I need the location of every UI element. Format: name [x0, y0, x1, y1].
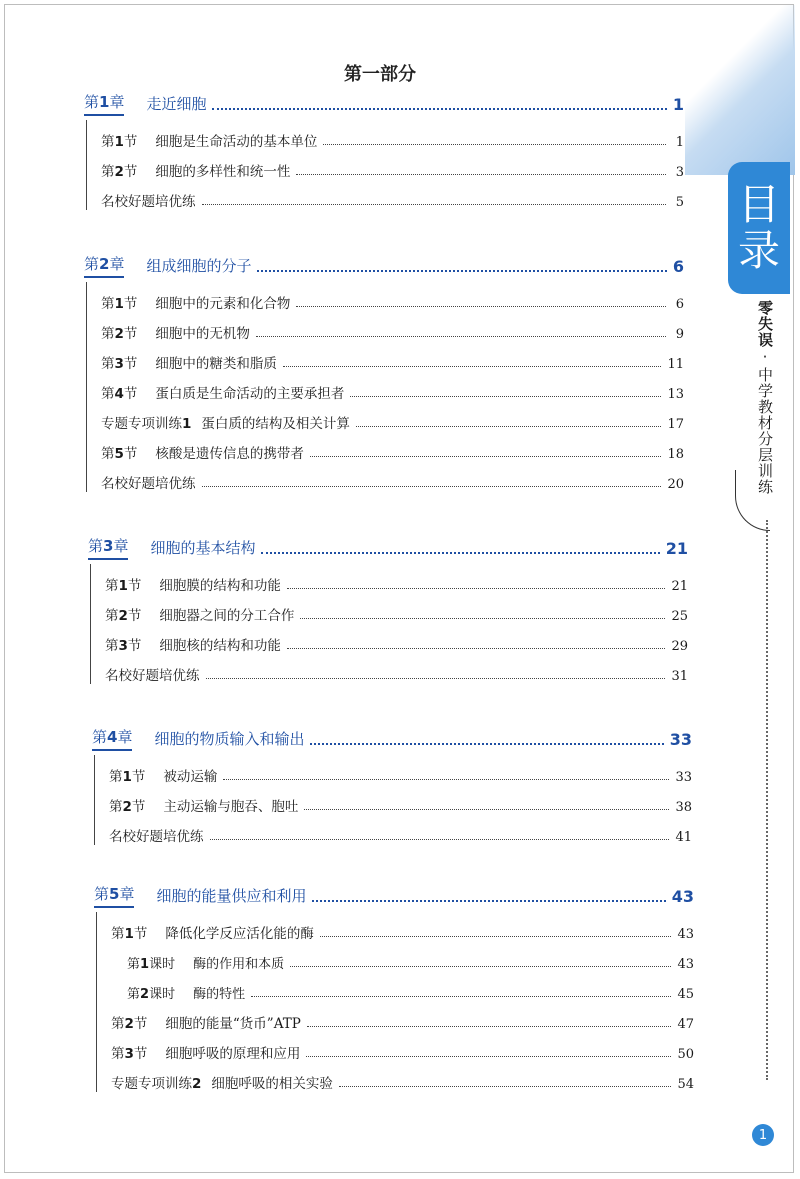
leader-dots [320, 936, 672, 937]
entry-number: 3 [118, 638, 128, 654]
chapter-label [84, 253, 124, 278]
entry-number: 1 [114, 296, 124, 312]
entry-number: 2 [122, 799, 132, 815]
entry-number: 1 [140, 957, 150, 972]
leader-dots [202, 486, 662, 487]
leader-dots [307, 1026, 672, 1027]
corner-decoration [685, 5, 795, 175]
series-separator: · [756, 348, 774, 367]
leader-dots [223, 779, 669, 780]
entry-label [111, 1072, 201, 1092]
entry-number: 1 [182, 416, 192, 432]
leader-dots [323, 144, 666, 145]
entry-title: 细胞器之间的分工合作 [159, 608, 295, 624]
chapter-label-prefix: 第 [88, 537, 104, 555]
chapter-page: 6 [672, 257, 684, 276]
entry-label [101, 442, 137, 462]
page-number-badge: 1 [752, 1124, 774, 1146]
entry-label [111, 1012, 147, 1032]
chapter-label-prefix: 第 [94, 885, 110, 903]
entry-page: 54 [677, 1077, 694, 1092]
entry-label-prefix: 第 [101, 296, 115, 312]
entry-label [105, 574, 141, 594]
entry-label-prefix: 第 [109, 769, 123, 785]
leader-dots [350, 396, 661, 397]
leader-dots [256, 336, 666, 337]
chapter-block [84, 92, 684, 210]
leader-dots [312, 900, 665, 902]
leader-dots [296, 174, 666, 175]
entry-page: 41 [675, 830, 692, 845]
chapter-label [94, 883, 134, 908]
toc-entry [109, 755, 692, 785]
entry-page: 29 [671, 639, 688, 654]
entry-label [101, 382, 137, 402]
chapter-label-prefix: 第 [84, 255, 100, 273]
entry-page: 1 [675, 135, 684, 150]
chapter-heading [92, 727, 692, 751]
toc-entry [101, 180, 684, 210]
leader-dots [210, 839, 670, 840]
chapter-number: 3 [103, 537, 114, 555]
toc-entry [111, 942, 694, 972]
entry-number: 2 [114, 164, 124, 180]
entry-page: 5 [675, 195, 684, 210]
entry-label-text: 专题专项训练 [111, 1076, 192, 1092]
entry-label-text: 专题专项训练 [101, 416, 182, 432]
entry-label-suffix: 节 [123, 296, 138, 312]
entry-label-prefix: 第 [101, 134, 115, 150]
chapter-label [84, 91, 124, 116]
chapter-block [92, 727, 692, 845]
entry-page: 33 [675, 770, 692, 785]
series-title: 中学教材分层训练 [756, 367, 774, 495]
leader-dots [287, 588, 666, 589]
entry-label [101, 160, 137, 180]
entry-label-suffix: 课时 [149, 987, 176, 1002]
toc-entry [101, 462, 684, 492]
toc-entry [109, 785, 692, 815]
entry-label-prefix: 第 [105, 578, 119, 594]
entry-label-suffix: 节 [131, 769, 146, 785]
leader-dots [310, 743, 663, 745]
entry-page: 3 [675, 165, 684, 180]
leader-dots [212, 108, 666, 110]
section-list [86, 120, 684, 210]
entry-title: 名校好题培优练 [101, 476, 196, 492]
toc-tab-char: 录 [737, 226, 780, 275]
leader-dots [356, 426, 662, 427]
entry-label-prefix: 第 [127, 957, 141, 972]
entry-label-suffix: 节 [123, 164, 138, 180]
chapter-block [88, 536, 688, 684]
chapter-label [92, 726, 132, 751]
entry-label-prefix: 第 [109, 799, 123, 815]
entry-number: 3 [114, 356, 124, 372]
chapter-title: 走近细胞 [146, 95, 207, 113]
toc-entry [111, 912, 694, 942]
entry-number: 2 [140, 987, 150, 1002]
entry-label-prefix: 第 [127, 987, 141, 1002]
chapter-label [88, 535, 128, 560]
leader-dots [261, 552, 659, 554]
entry-title: 名校好题培优练 [101, 194, 196, 210]
chapter-title: 细胞的物质输入和输出 [154, 730, 305, 748]
entry-page: 11 [667, 357, 684, 372]
chapter-heading [94, 884, 694, 908]
entry-label-suffix: 节 [133, 1016, 148, 1032]
chapter-number: 2 [99, 255, 110, 273]
leader-dots [339, 1086, 672, 1087]
entry-title: 核酸是遗传信息的携带者 [155, 446, 304, 462]
toc-entry [105, 624, 688, 654]
entry-number: 3 [124, 1046, 134, 1062]
toc-entry [101, 432, 684, 462]
chapter-title: 细胞的基本结构 [150, 539, 256, 557]
entry-title: 主动运输与胞吞、胞吐 [163, 799, 299, 815]
toc-entry [111, 1032, 694, 1062]
entry-label-suffix: 节 [127, 638, 142, 654]
entry-title: 细胞呼吸的相关实验 [211, 1076, 333, 1092]
section-list [86, 282, 684, 492]
entry-page: 45 [677, 987, 694, 1002]
entry-title: 细胞呼吸的原理和应用 [165, 1046, 301, 1062]
chapter-page: 33 [669, 730, 692, 749]
entry-number: 1 [118, 578, 128, 594]
chapter-label-suffix: 章 [119, 885, 135, 903]
toc-entry [111, 1062, 694, 1092]
entry-label [105, 604, 141, 624]
entry-title: 细胞是生命活动的基本单位 [155, 134, 318, 150]
entry-number: 2 [118, 608, 128, 624]
leader-dots [283, 366, 662, 367]
section-list [96, 912, 694, 1092]
entry-page: 6 [675, 297, 684, 312]
chapter-label-prefix: 第 [84, 93, 100, 111]
entry-page: 31 [671, 669, 688, 684]
leader-dots [251, 996, 671, 997]
toc-entry [101, 312, 684, 342]
chapter-title: 组成细胞的分子 [146, 257, 252, 275]
entry-page: 50 [677, 1047, 694, 1062]
entry-label-suffix: 节 [123, 356, 138, 372]
entry-label-suffix: 节 [127, 608, 142, 624]
entry-label [127, 953, 175, 972]
entry-label-suffix: 节 [123, 386, 138, 402]
entry-number: 1 [124, 926, 134, 942]
entry-label-suffix: 节 [131, 799, 146, 815]
leader-dots [306, 1056, 671, 1057]
entry-title: 细胞的能量“货币”ATP [165, 1016, 301, 1032]
entry-label-prefix: 第 [111, 1046, 125, 1062]
entry-label-suffix: 节 [133, 1046, 148, 1062]
entry-label-prefix: 第 [101, 164, 115, 180]
toc-entry [109, 815, 692, 845]
toc-tab [728, 162, 790, 294]
entry-title: 蛋白质的结构及相关计算 [201, 416, 350, 432]
chapter-number: 4 [107, 728, 118, 746]
entry-page: 20 [667, 477, 684, 492]
leader-dots [206, 678, 666, 679]
entry-label [109, 765, 145, 785]
leader-dots [310, 456, 662, 457]
entry-page: 18 [667, 447, 684, 462]
entry-title: 名校好题培优练 [105, 668, 200, 684]
entry-number: 4 [114, 386, 124, 402]
entry-label-suffix: 课时 [149, 957, 176, 972]
leader-dots [287, 648, 666, 649]
chapter-label-suffix: 章 [109, 93, 125, 111]
entry-title: 降低化学反应活化能的酶 [165, 926, 314, 942]
entry-number: 1 [114, 134, 124, 150]
entry-label-prefix: 第 [101, 386, 115, 402]
entry-page: 13 [667, 387, 684, 402]
entry-label-suffix: 节 [123, 134, 138, 150]
chapter-label-suffix: 章 [117, 728, 133, 746]
chapter-page: 43 [671, 887, 694, 906]
brand-name: 零失误 [756, 300, 774, 348]
chapter-label-suffix: 章 [109, 255, 125, 273]
chapter-label-suffix: 章 [113, 537, 129, 555]
entry-title: 名校好题培优练 [109, 829, 204, 845]
sidebar-dotted-line [766, 520, 768, 1080]
part-title: 第一部分 [344, 64, 416, 85]
entry-title: 被动运输 [163, 769, 218, 785]
entry-title: 细胞中的糖类和脂质 [155, 356, 277, 372]
chapter-block [94, 884, 694, 1092]
toc-entry [101, 120, 684, 150]
entry-page: 25 [671, 609, 688, 624]
entry-label-suffix: 节 [123, 326, 138, 342]
toc-entry [105, 654, 688, 684]
entry-label [127, 983, 175, 1002]
entry-label-prefix: 第 [101, 446, 115, 462]
series-name [740, 300, 776, 495]
toc-entry [111, 972, 694, 1002]
entry-label [101, 130, 137, 150]
section-list [94, 755, 692, 845]
entry-label-prefix: 第 [101, 326, 115, 342]
entry-page: 43 [677, 957, 694, 972]
leader-dots [296, 306, 666, 307]
leader-dots [300, 618, 665, 619]
entry-title: 细胞中的无机物 [155, 326, 250, 342]
entry-page: 43 [677, 927, 694, 942]
chapter-title: 细胞的能量供应和利用 [156, 887, 307, 905]
toc-tab-char: 目 [737, 179, 780, 229]
entry-title: 酶的作用和本质 [193, 957, 285, 972]
entry-label-suffix: 节 [123, 446, 138, 462]
entry-label [101, 322, 137, 342]
entry-number: 5 [114, 446, 124, 462]
entry-page: 21 [671, 579, 688, 594]
entry-label-prefix: 第 [111, 1016, 125, 1032]
entry-number: 2 [124, 1016, 134, 1032]
entry-title: 细胞中的元素和化合物 [155, 296, 291, 312]
entry-title: 细胞膜的结构和功能 [159, 578, 281, 594]
entry-label-prefix: 第 [111, 926, 125, 942]
chapter-label-prefix: 第 [92, 728, 108, 746]
entry-page: 47 [677, 1017, 694, 1032]
toc-entry [105, 594, 688, 624]
entry-label-suffix: 节 [127, 578, 142, 594]
entry-page: 17 [667, 417, 684, 432]
toc-entry [101, 372, 684, 402]
entry-title: 酶的特性 [193, 987, 246, 1002]
toc-entry [111, 1002, 694, 1032]
entry-label-prefix: 第 [101, 356, 115, 372]
toc-entry [101, 402, 684, 432]
chapter-heading [88, 536, 688, 560]
entry-title: 细胞核的结构和功能 [159, 638, 281, 654]
leader-dots [290, 966, 671, 967]
entry-label [101, 352, 137, 372]
entry-label [111, 1042, 147, 1062]
chapter-number: 1 [99, 93, 110, 111]
entry-number: 2 [114, 326, 124, 342]
entry-label-prefix: 第 [105, 638, 119, 654]
chapter-page: 21 [665, 539, 688, 558]
entry-page: 38 [675, 800, 692, 815]
toc-entry [105, 564, 688, 594]
leader-dots [257, 270, 666, 272]
entry-label [101, 412, 191, 432]
leader-dots [202, 204, 667, 205]
entry-page: 9 [675, 327, 684, 342]
chapter-heading [84, 254, 684, 278]
entry-label [105, 634, 141, 654]
entry-label [109, 795, 145, 815]
chapter-number: 5 [109, 885, 120, 903]
leader-dots [304, 809, 669, 810]
entry-title: 蛋白质是生命活动的主要承担者 [155, 386, 345, 402]
chapter-block [84, 254, 684, 492]
entry-number: 1 [122, 769, 132, 785]
entry-label-prefix: 第 [105, 608, 119, 624]
toc-entry [101, 150, 684, 180]
chapter-page: 1 [672, 95, 684, 114]
entry-label-suffix: 节 [133, 926, 148, 942]
toc-entry [101, 342, 684, 372]
toc-entry [101, 282, 684, 312]
entry-number: 2 [192, 1076, 202, 1092]
section-list [90, 564, 688, 684]
chapter-heading [84, 92, 684, 116]
entry-label [111, 922, 147, 942]
entry-label [101, 292, 137, 312]
entry-title: 细胞的多样性和统一性 [155, 164, 291, 180]
